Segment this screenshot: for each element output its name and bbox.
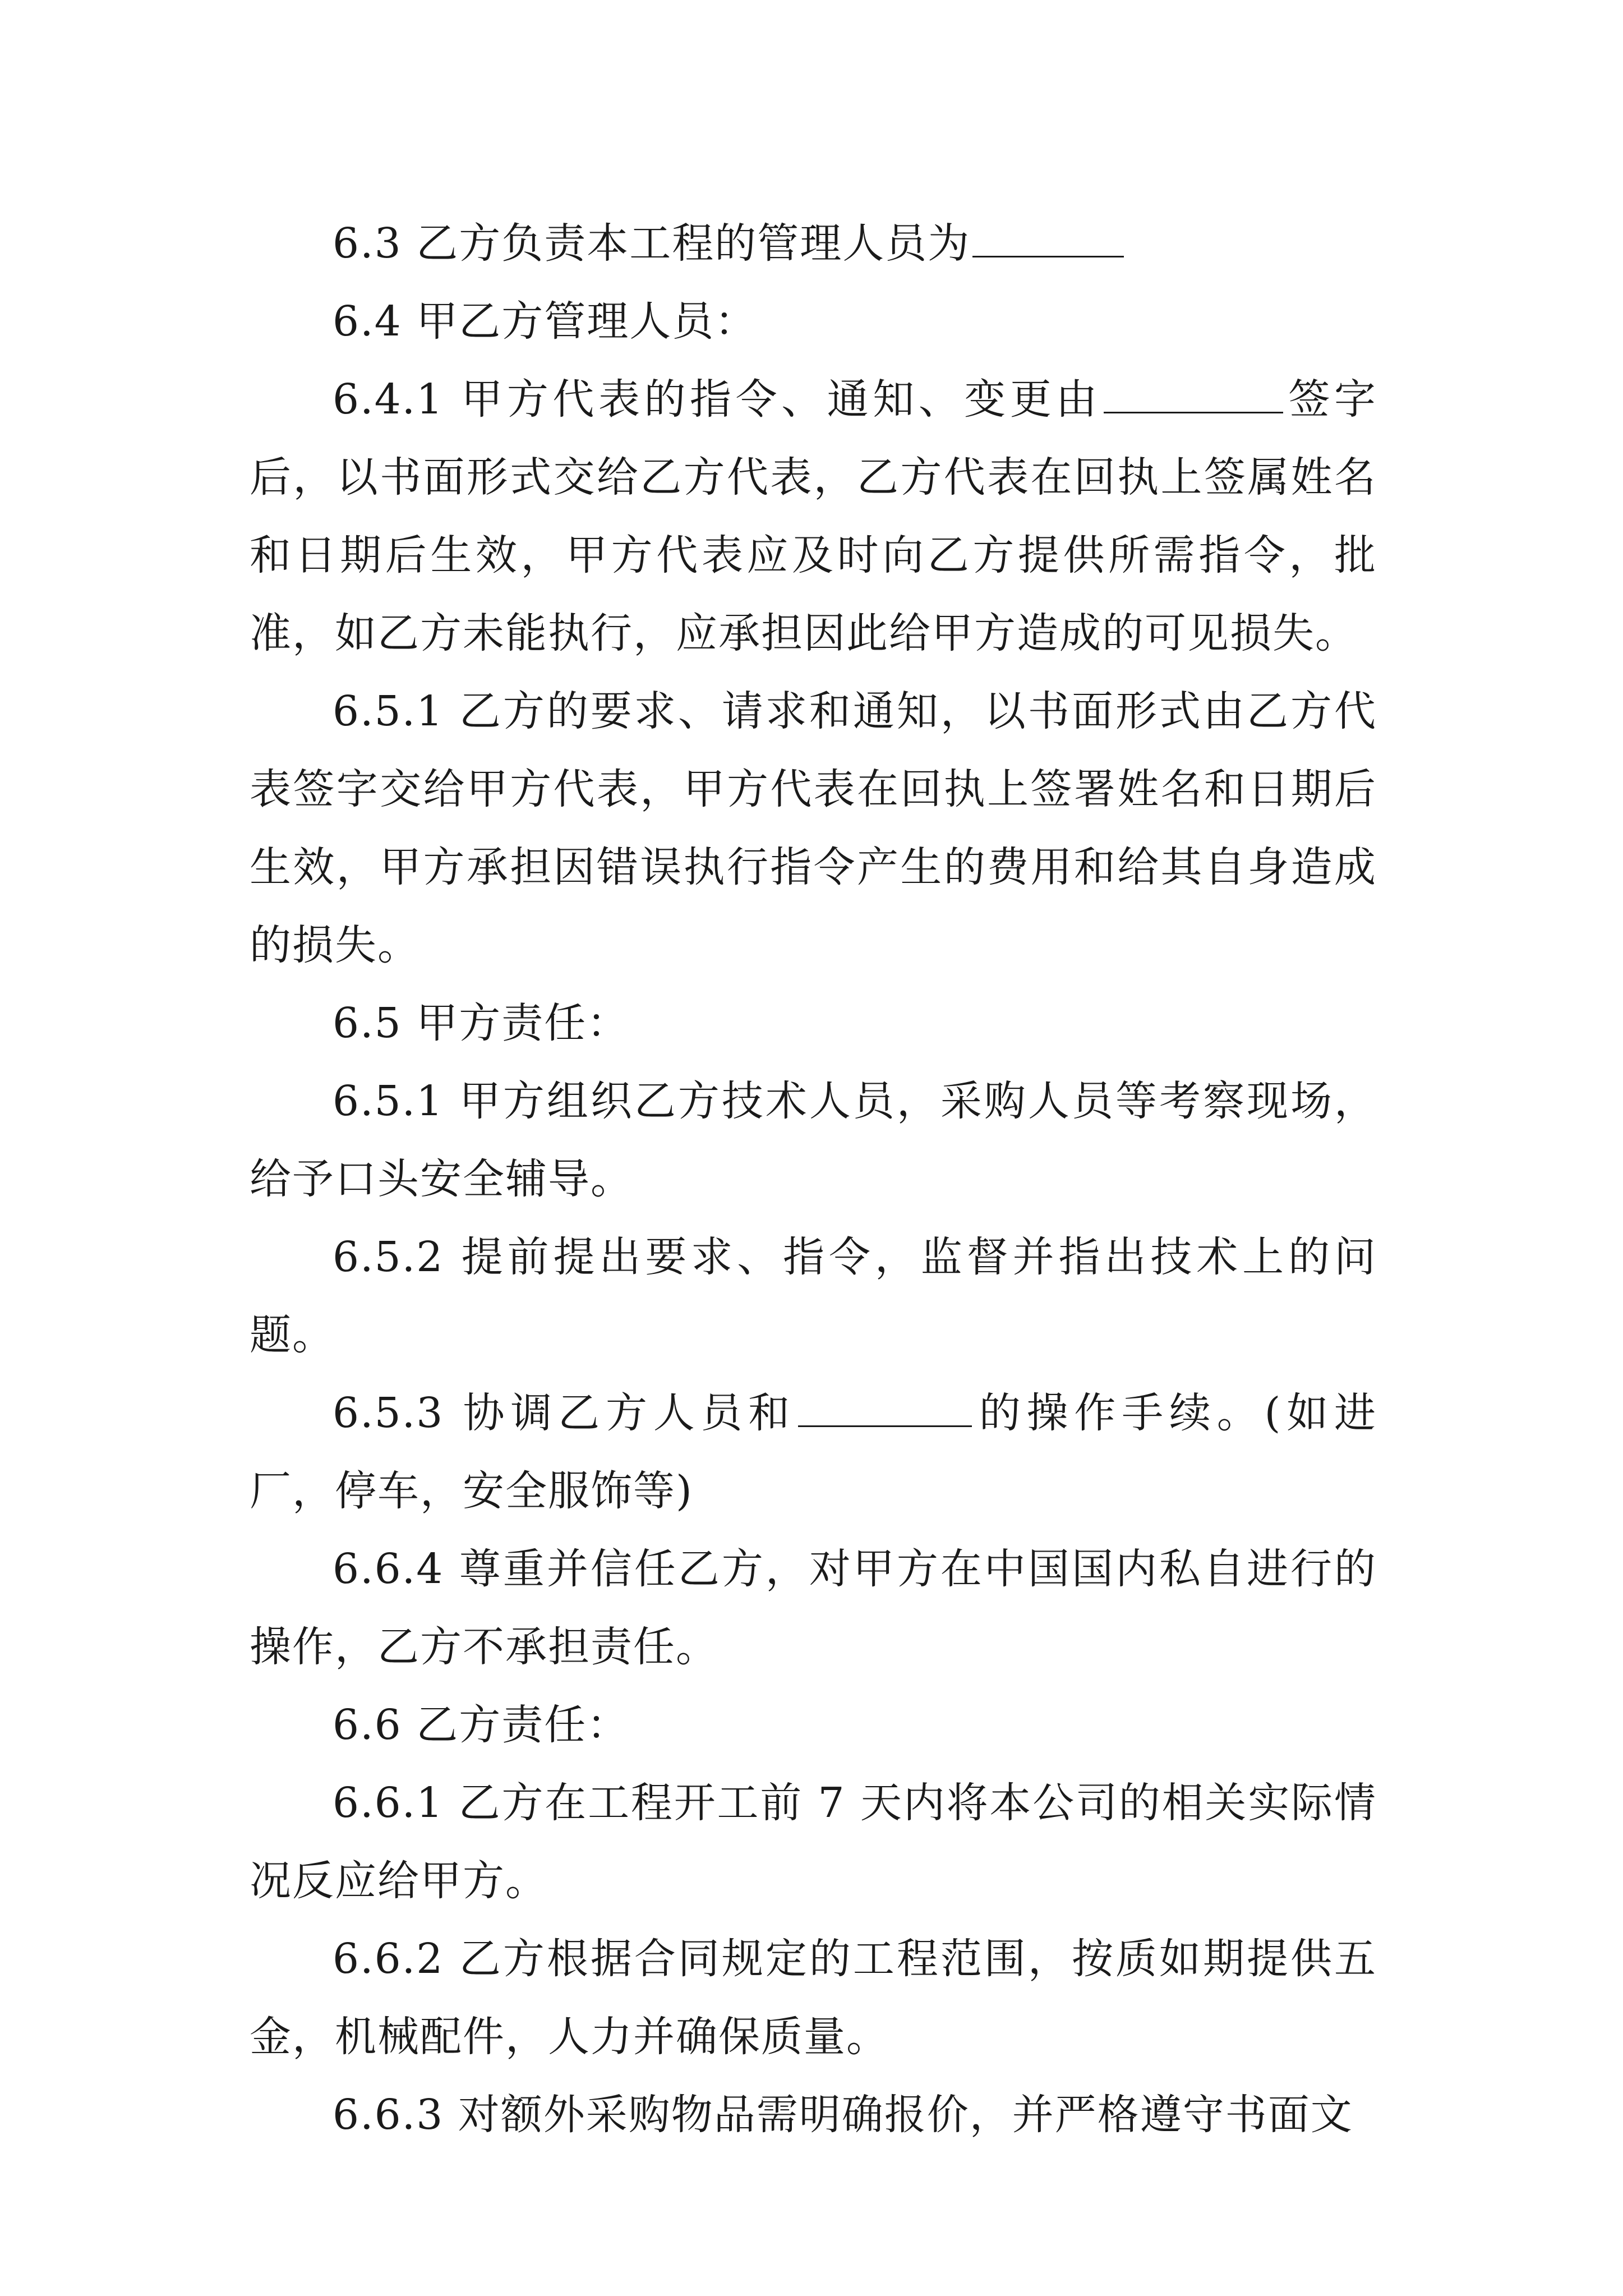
clause-text: 6.5.2 提前提出要求、指令，监督并指出技术上的问题。 — [250, 1233, 1377, 1359]
clause-text: 6.5.1 乙方的要求、请求和通知，以书面形式由乙方代表签字交给甲方代表，甲方代表在回执上签署姓名和日期后生效，甲方承担因错误执行指令产生的费用和给其自身造成的损失。 — [250, 687, 1377, 969]
clause-6-5-2 — [250, 1218, 1377, 1374]
clause-6-6-1 — [250, 1764, 1377, 1920]
clause-text-continued: 的操作手续。(如进厂，停车，安全服饰等) — [250, 1389, 1377, 1515]
clause-text: 6.6.1 乙方在工程开工前 7 天内将本公司的相关实际情况反应给甲方。 — [250, 1779, 1377, 1905]
clause-6-6-2 — [250, 1920, 1377, 2076]
clause-6-6-3 — [250, 2076, 1377, 2154]
clause-6-5 — [250, 984, 1377, 1062]
clause-text: 6.6.3 对额外采购物品需明确报价，并严格遵守书面文 — [333, 2091, 1353, 2139]
clause-6-4 — [250, 283, 1377, 361]
clause-text: 6.4 甲乙方管理人员： — [333, 297, 758, 346]
clause-text: 6.4.1 甲方代表的指令、通知、变更由 — [333, 375, 1101, 424]
clause-6-6 — [250, 1686, 1377, 1764]
clause-6-5-3 — [250, 1374, 1377, 1530]
fill-in-blank — [972, 217, 1124, 257]
document-body — [250, 205, 1377, 2154]
clause-6-5-1 — [250, 1062, 1377, 1218]
clause-text-continued: 签字后，以书面形式交给乙方代表，乙方代表在回执上签属姓名和日期后生效，甲方代表应及时向乙方提供所需指令，批准，如乙方未能执行，应承担因此给甲方造成的可见损失。 — [250, 375, 1377, 657]
clause-text: 6.3 乙方负责本工程的管理人员为 — [333, 219, 971, 268]
clause-6-6-4 — [250, 1530, 1377, 1686]
clause-6-5-1-b — [250, 673, 1377, 984]
fill-in-blank — [1104, 372, 1283, 413]
clause-6-3 — [250, 205, 1377, 283]
clause-text: 6.6 乙方责任： — [333, 1701, 630, 1749]
clause-text: 6.5 甲方责任： — [333, 999, 630, 1047]
fill-in-blank — [798, 1386, 972, 1427]
clause-text: 6.6.4 尊重并信任乙方，对甲方在中国国内私自进行的操作，乙方不承担责任。 — [250, 1545, 1377, 1671]
clause-text: 6.6.2 乙方根据合同规定的工程范围，按质如期提供五金，机械配件，人力并确保质量。 — [250, 1935, 1377, 2061]
clause-text: 6.5.3 协调乙方人员和 — [333, 1389, 796, 1437]
clause-text: 6.5.1 甲方组织乙方技术人员，采购人员等考察现场，给予口头安全辅导。 — [250, 1077, 1377, 1203]
clause-6-4-1 — [250, 361, 1377, 673]
